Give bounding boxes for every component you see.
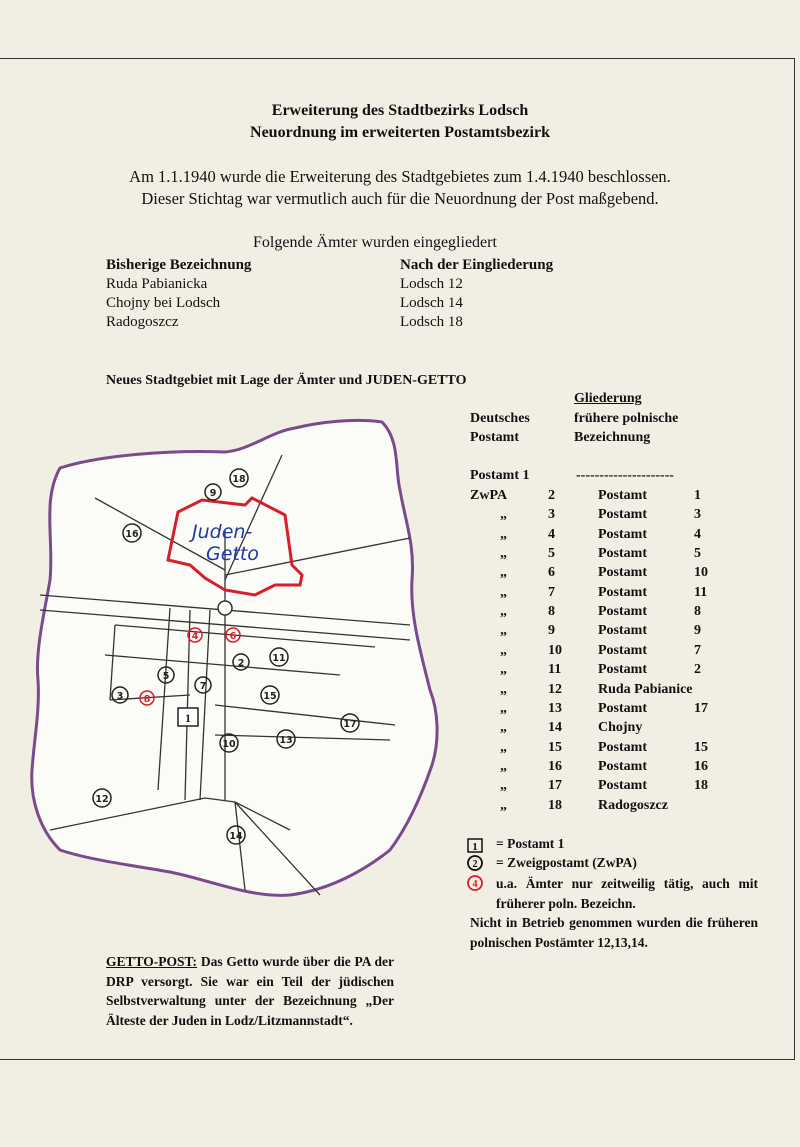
row-number: 8 xyxy=(548,604,555,620)
branch-marker: 10 xyxy=(222,739,236,750)
branch-marker: 18 xyxy=(232,474,246,485)
incorporation-col1-header: Bisherige Bezeichnung xyxy=(106,257,252,273)
intro-line-1: Am 1.1.1940 wurde die Erweiterung des Stadtgebietes zum 1.4.1940 beschlossen. xyxy=(129,167,671,186)
row-old-number: 18 xyxy=(694,778,708,794)
row-number: 13 xyxy=(548,700,562,716)
table-row xyxy=(470,507,770,526)
table-row xyxy=(470,778,770,797)
row-name: Radogoszcz xyxy=(598,797,668,813)
heading-line-2: Neuordnung im erweiterten Postamtsbezirk xyxy=(250,124,550,141)
ditto-mark: „ xyxy=(500,565,507,581)
row-number: 15 xyxy=(548,739,562,755)
incorporation-old-name: Chojny bei Lodsch xyxy=(106,295,221,311)
row-old-number: 11 xyxy=(694,584,708,600)
branch-marker: 16 xyxy=(125,529,139,540)
row-name: Postamt xyxy=(598,604,647,620)
legend-note: Nicht in Betrieb genommen wurden die früheren polnischen Postämter 12,13,14. xyxy=(470,915,758,950)
branch-marker: 7 xyxy=(199,681,207,692)
incorporation-old-name: Ruda Pabianicka xyxy=(106,276,208,292)
row-old-number: 2 xyxy=(694,662,701,678)
table-row xyxy=(470,798,770,817)
row-name: Postamt xyxy=(598,662,647,678)
row-name: Postamt xyxy=(598,623,647,639)
col1-header-2: Postamt xyxy=(470,430,519,445)
main-post-office-number: 1 xyxy=(185,711,191,725)
row-old-number: 5 xyxy=(694,546,701,562)
branch-marker: 12 xyxy=(95,794,109,805)
ditto-mark: „ xyxy=(500,681,507,697)
getto-label-1: Juden- xyxy=(192,521,253,543)
legend-symbol-3: 4 xyxy=(472,879,478,890)
legend-symbols xyxy=(466,836,486,896)
table-row xyxy=(470,643,770,662)
row-number: 9 xyxy=(548,623,555,639)
row-old-number: 8 xyxy=(694,604,701,620)
table-row xyxy=(470,585,770,604)
ditto-mark: „ xyxy=(500,507,507,523)
incorporation-old-name: Radogoszcz xyxy=(106,314,179,330)
legend-item-2: = Zweigpostamt (ZwPA) xyxy=(496,855,637,870)
intro-line-2: Dieser Stichtag war vermutlich auch für die Neuordnung der Post maßgebend. xyxy=(141,189,659,208)
table-row xyxy=(470,701,770,720)
row-name: Chojny xyxy=(598,720,643,736)
row-name: Postamt xyxy=(598,778,647,794)
zwpa-label: ZwPA xyxy=(470,488,508,503)
map-section-title: Neues Stadtgebiet mit Lage der Ämter und JUDEN-GETTO xyxy=(106,373,467,388)
table-row xyxy=(470,682,770,701)
ditto-mark: „ xyxy=(500,758,507,774)
table-row xyxy=(470,623,770,642)
row-number: 3 xyxy=(548,507,555,523)
row-old-number: 1 xyxy=(694,488,701,503)
legend-symbol-1: 1 xyxy=(472,841,478,853)
branch-marker: 6 xyxy=(229,631,237,642)
row-name: Postamt xyxy=(598,526,647,542)
first-row-left: Postamt 1 xyxy=(470,468,530,483)
row-old-number: 15 xyxy=(694,739,708,755)
row-number: 6 xyxy=(548,565,555,581)
row-old-number: 16 xyxy=(694,758,708,774)
ditto-mark: „ xyxy=(500,662,507,678)
row-name: Postamt xyxy=(598,584,647,600)
row-number: 14 xyxy=(548,720,562,736)
branch-marker: 14 xyxy=(229,831,243,842)
row-number: 5 xyxy=(548,546,555,562)
table-row xyxy=(470,527,770,546)
row-number: 18 xyxy=(548,797,562,813)
col2-header-2: Bezeichnung xyxy=(574,430,651,445)
table-row xyxy=(470,759,770,778)
table-row xyxy=(470,488,770,507)
legend-item-3: u.a. Ämter nur zeitweilig tätig, auch mit früherer poln. Bezeichn. xyxy=(496,876,758,911)
ditto-mark: „ xyxy=(500,526,507,542)
table-row xyxy=(470,720,770,739)
table-row xyxy=(470,546,770,565)
col1-header-1: Deutsches xyxy=(470,411,530,426)
legend-symbol-2: 2 xyxy=(472,859,478,870)
getto-post-text: Das Getto wurde über die PA der DRP versorgt. Sie war ein Teil der jüdischen Selbstverwaltung unter der Bezeichnung „Der Älteste der Juden in Lodz/Litzmannstadt“. xyxy=(106,954,394,1028)
branch-marker: 4 xyxy=(191,631,199,642)
row-number: 12 xyxy=(548,681,562,697)
heading-line-1: Erweiterung des Stadtbezirks Lodsch xyxy=(271,102,529,119)
table-row xyxy=(470,662,770,681)
row-old-number: 10 xyxy=(694,565,708,581)
ditto-mark: „ xyxy=(500,642,507,658)
ditto-mark: „ xyxy=(500,623,507,639)
ditto-mark: „ xyxy=(500,546,507,562)
row-number: 4 xyxy=(548,526,555,542)
row-old-number: 3 xyxy=(694,507,701,523)
legend-item-1: = Postamt 1 xyxy=(496,836,565,851)
table-row xyxy=(470,740,770,759)
first-row-right: --------------------- xyxy=(576,468,674,483)
row-number: 16 xyxy=(548,758,562,774)
branch-marker: 11 xyxy=(272,653,286,664)
incorporation-col2-header: Nach der Eingliederung xyxy=(400,257,554,273)
ditto-mark: „ xyxy=(500,797,507,813)
group-header: Gliederung xyxy=(574,391,642,406)
ditto-mark: „ xyxy=(500,604,507,620)
row-number: 7 xyxy=(548,584,555,600)
row-name: Ruda Pabianice xyxy=(598,681,693,697)
incorporation-new-name: Lodsch 14 xyxy=(400,295,463,311)
branch-marker: 2 xyxy=(237,658,245,669)
row-name: Postamt xyxy=(598,758,647,774)
row-old-number: 17 xyxy=(694,700,708,716)
branch-marker: 5 xyxy=(162,671,170,682)
ditto-mark: „ xyxy=(500,720,507,736)
col2-header-1: frühere polnische xyxy=(574,411,679,426)
branch-marker: 3 xyxy=(116,691,124,702)
row-name: Postamt xyxy=(598,488,647,503)
incorporation-title: Folgende Ämter wurden eingegliedert xyxy=(253,234,497,251)
row-name: Postamt xyxy=(598,739,647,755)
row-number: 2 xyxy=(548,488,555,503)
row-old-number: 4 xyxy=(694,526,701,542)
getto-label-2: Getto xyxy=(206,543,259,565)
row-name: Postamt xyxy=(598,700,647,716)
table-row xyxy=(470,565,770,584)
row-name: Postamt xyxy=(598,642,647,658)
incorporation-new-name: Lodsch 18 xyxy=(400,314,463,330)
row-name: Postamt xyxy=(598,507,647,523)
getto-post-label: GETTO-POST: xyxy=(106,954,198,969)
row-old-number: 7 xyxy=(694,642,701,658)
branch-marker: 17 xyxy=(343,719,357,730)
ditto-mark: „ xyxy=(500,739,507,755)
row-name: Postamt xyxy=(598,565,647,581)
row-number: 17 xyxy=(548,778,562,794)
branch-marker: 13 xyxy=(279,735,293,746)
row-number: 11 xyxy=(548,662,562,678)
city-map xyxy=(20,410,440,900)
getto-post-paragraph xyxy=(106,952,394,1030)
table-row xyxy=(470,604,770,623)
ditto-mark: „ xyxy=(500,584,507,600)
branch-marker: 9 xyxy=(209,488,217,499)
branch-marker: 8 xyxy=(143,694,151,705)
row-number: 10 xyxy=(548,642,562,658)
row-name: Postamt xyxy=(598,546,647,562)
incorporation-new-name: Lodsch 12 xyxy=(400,276,463,292)
row-old-number: 9 xyxy=(694,623,701,639)
ditto-mark: „ xyxy=(500,778,507,794)
ditto-mark: „ xyxy=(500,700,507,716)
branch-marker: 15 xyxy=(263,691,277,702)
